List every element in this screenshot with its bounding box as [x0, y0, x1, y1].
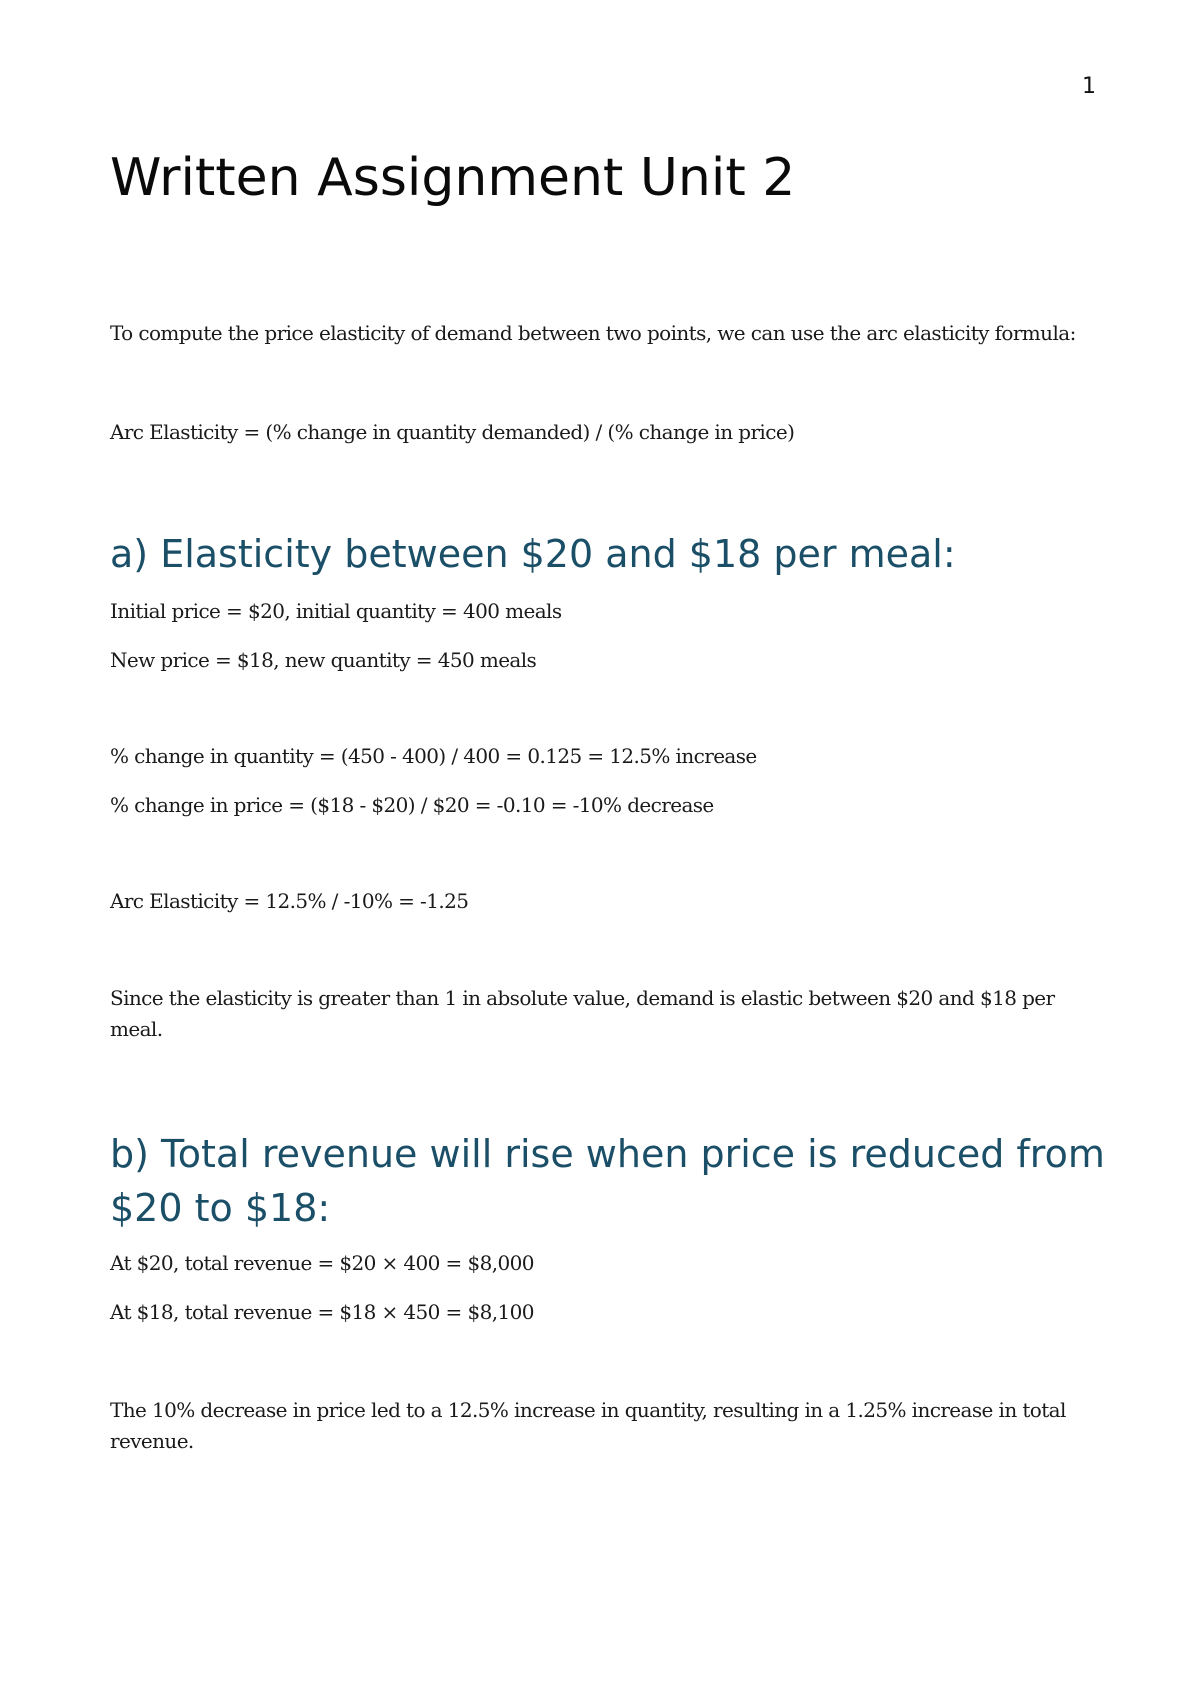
section-a-new: New price = $18, new quantity = 450 meals	[110, 648, 537, 672]
section-b-revenue-18: At $18, total revenue = $18 × 450 = $8,100	[110, 1300, 534, 1324]
section-a-initial: Initial price = $20, initial quantity = 400 meals	[110, 599, 562, 623]
document-title: Written Assignment Unit 2	[110, 148, 796, 208]
section-a-pct-price: % change in price = ($18 - $20) / $20 = -0.10 = -10% decrease	[110, 793, 714, 817]
section-a-heading: a) Elasticity between $20 and $18 per meal:	[110, 532, 956, 576]
section-a-pct-quantity: % change in quantity = (450 - 400) / 400 = 0.125 = 12.5% increase	[110, 744, 757, 768]
page-number: 1	[1082, 74, 1096, 99]
section-a-conclusion: Since the elasticity is greater than 1 in absolute value, demand is elastic between $20 and $18 per meal.	[110, 986, 1055, 1041]
formula-paragraph: Arc Elasticity = (% change in quantity demanded) / (% change in price)	[110, 420, 795, 444]
section-b-conclusion: The 10% decrease in price led to a 12.5% increase in quantity, resulting in a 1.25% increase in total revenue.	[110, 1398, 1066, 1453]
intro-paragraph: To compute the price elasticity of demand between two points, we can use the arc elasticity formula:	[110, 321, 1076, 345]
section-a-arc-elasticity: Arc Elasticity = 12.5% / -10% = -1.25	[110, 889, 469, 913]
section-b-heading: b) Total revenue will rise when price is reduced from $20 to $18:	[110, 1132, 1105, 1230]
section-b-revenue-20: At $20, total revenue = $20 × 400 = $8,000	[110, 1251, 534, 1275]
